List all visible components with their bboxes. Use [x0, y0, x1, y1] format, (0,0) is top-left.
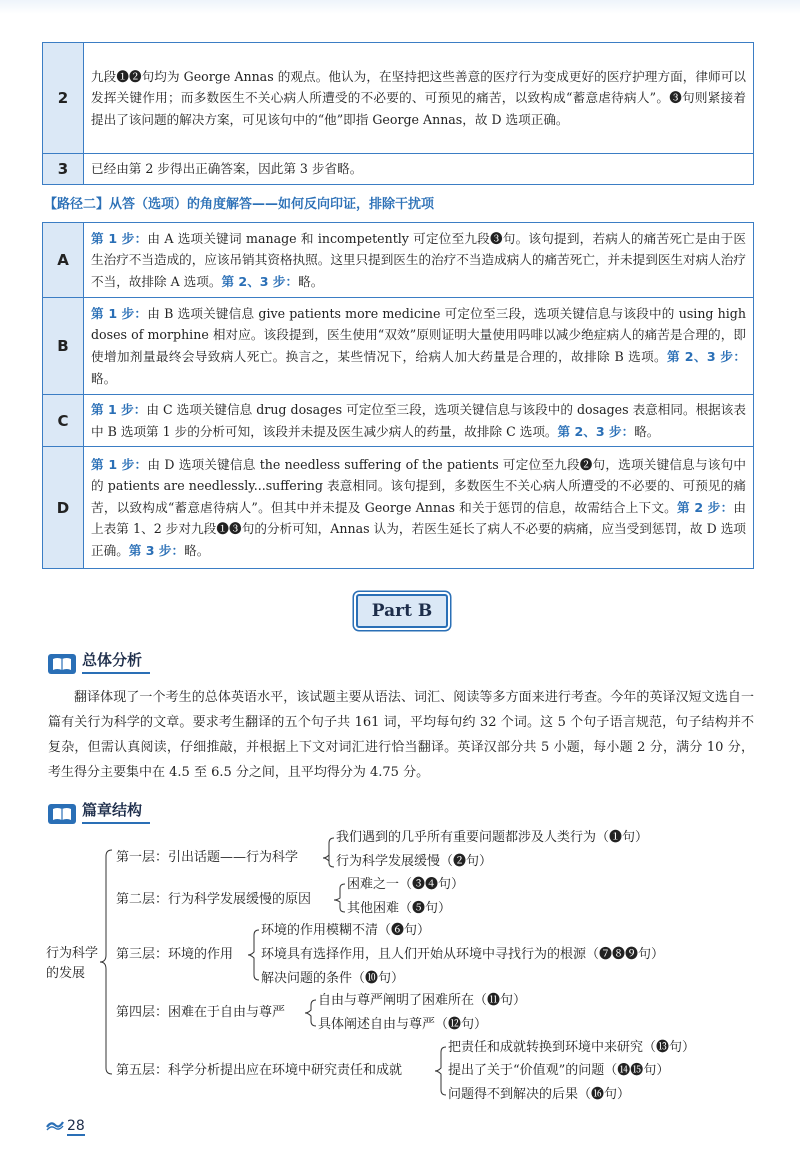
option-label: A: [43, 223, 84, 298]
step-body: 由 C 选项关键信息 drug dosages 可定位至三段，选项关键信息与该段中的 dosages 表意相同。根据该表中 B 选项第 1 步的分析可知，该段并未提及医生减少病人的药量，故排除 C 选项。: [91, 402, 746, 439]
step-marker: 第 3 步：: [128, 543, 185, 559]
section-title: 篇章结构: [82, 799, 150, 824]
sentence-ref: ⓭: [656, 1040, 670, 1055]
step-body: 略。: [91, 370, 117, 386]
step-body: 由 A 选项关键词 manage 和 incompetently 可定位至九段❸句。该句提到，若病人的痛苦死亡是由于医生治疗不当造成的，应该吊销其资格执照。这里只提到医生的治疗不当造成病人的痛苦死亡，并未提到医生对病人治疗不当，故排除 A 选项。: [91, 230, 746, 289]
step-body: 由上表第 1、2 步对九段❶❸句的分析可知，Annas 认为，若医生延长了病人不必要的病痛，应当受到惩罚，故 D 选项正确。: [91, 499, 746, 559]
layer-label: 第二层：行为科学发展缓慢的原因: [116, 892, 312, 907]
layer-item: 自由与尊严阐明了困难所在（⓫句）: [318, 993, 527, 1008]
overall-analysis-paragraph: 翻译体现了一个考生的总体英语水平，该试题主要从语法、词汇、阅读等多方面来进行考查。今年的英译汉短文选自一篇有关行为科学的文章。要求考生翻译的五个句子共 161 词，平均每句约 32 个词。这 5 个句子语言规范，句子结构并不复杂，但需认真阅读，仔细推敲，并根据上下文对词汇进行恰当翻译。英译汉部分共 5 小题，每小题 2 分，满分 10 分，考生得分主要集中在 4.5 至 6.5 分之间，且平均得分为 4.75 分。: [48, 690, 754, 780]
page-footer: [46, 1118, 85, 1136]
sentence-ref: ❺: [412, 901, 426, 916]
step-marker: 第 1 步：: [91, 305, 148, 321]
part-b-label: Part B: [356, 594, 448, 628]
step-label: 3: [43, 154, 84, 185]
layer-label: 第一层：引出话题——行为科学: [116, 850, 299, 865]
wave-icon: [46, 1119, 64, 1135]
step-body: 略。: [184, 543, 210, 559]
layer-item: 解决问题的条件（❿句）: [261, 971, 405, 986]
layer-item: 环境具有选择作用，且人们开始从环境中寻找行为的根源（❼❽❾句）: [261, 947, 665, 962]
layer-label: 第五层：科学分析提出应在环境中研究责任和成就: [116, 1063, 403, 1078]
option-label: C: [43, 395, 84, 447]
step-marker: 第 2、3 步：: [667, 349, 746, 364]
layer-label: 第三层：环境的作用: [116, 947, 234, 962]
sentence-ref: ❶: [609, 830, 623, 845]
sentence-ref: ⓫: [487, 993, 501, 1008]
sentence-ref: ⓬: [448, 1017, 462, 1032]
step-marker: 第 2、3 步：: [557, 423, 635, 439]
layer-item: 困难之一（❸❹句）: [347, 877, 465, 892]
layer-item: 把责任和成就转换到环境中来研究（⓭句）: [448, 1040, 696, 1055]
sentence-ref: ❿: [365, 971, 379, 986]
step-marker: 第 1 步：: [91, 456, 148, 472]
step-body: 由 D 选项关键信息 the needless suffering of the patients 可定位至九段❷句，选项关键信息与该句中的 patients are needlessly...suffering 表意相同。该句提到，多数医生不关心病人所遭受的不必要的、可预见的痛苦，以致构成“蓄意虐待病人”。但其中并未提及 George Annas 和关于惩罚的信息，故需结合上下文。: [91, 456, 746, 515]
step-label: 2: [43, 43, 84, 154]
layer-item: 我们遇到的几乎所有重要问题都涉及人类行为（❶句）: [336, 830, 649, 845]
layer-item: 行为科学发展缓慢（❷句）: [336, 854, 493, 869]
sentence-ref: ⓮⓯: [617, 1063, 644, 1078]
option-label: B: [43, 298, 84, 395]
sentence-ref: ❸❹: [412, 877, 439, 892]
step-marker: 第 2 步：: [676, 499, 734, 515]
option-label: D: [43, 447, 84, 569]
section-title: 总体分析: [82, 649, 150, 674]
step-body: 略。: [298, 273, 324, 289]
sentence-ref: ❻: [391, 923, 405, 938]
step-marker: 第 1 步：: [91, 402, 147, 417]
route-two-heading: 【路径二】从答（选项）的角度解答——如何反向印证，排除干扰项: [44, 197, 435, 212]
sentence-ref: ❷: [453, 854, 467, 869]
step-text: 九段❶❷句均为 George Annas 的观点。他认为，在坚持把这些善意的医疗行为变成更好的医疗护理方面，律师可以发挥关键作用；而多数医生不关心病人所遭受的不必要的、可预见的痛苦，以致构成“蓄意虐待病人”。❸句则紧接着提出了该问题的解决方案，可见该句中的“他”即指 George Annas，故 D 选项正确。: [84, 43, 754, 154]
step-marker: 第 1 步：: [91, 230, 148, 246]
page-number: 28: [67, 1118, 85, 1134]
layer-item: 问题得不到解决的后果（⓰句）: [448, 1087, 631, 1102]
layer-item: 其他困难（❺句）: [347, 901, 452, 916]
step-marker: 第 2、3 步：: [221, 273, 299, 289]
sentence-ref: ❼❽❾: [599, 947, 639, 962]
layer-item: 环境的作用模糊不清（❻句）: [261, 923, 431, 938]
layer-item: 具体阐述自由与尊严（⓬句）: [318, 1017, 488, 1032]
tree-root: [46, 944, 102, 984]
step-text: 已经由第 2 步得出正确答案，因此第 3 步省略。: [84, 154, 754, 185]
layer-item: 提出了关于“价值观”的问题（⓮⓯句）: [448, 1063, 670, 1078]
layer-label: 第四层：困难在于自由与尊严: [116, 1005, 286, 1020]
sentence-ref: ⓰: [591, 1087, 605, 1102]
step-body: 由 B 选项关键信息 give patients more medicine 可定位至三段，选项关键信息与该段中的 using high doses of morphine 相对应。该段提到，医生使用“双效”原则证明大量使用吗啡以减少绝症病人的痛苦是合理的，即使增加剂量最终会导致病人死亡。换言之，某些情况下，给病人加大药量是合理的，故排除 B 选项。: [91, 305, 746, 364]
tree-root-label: 行为科学的发展: [46, 946, 99, 981]
step-body: 略。: [634, 423, 660, 439]
